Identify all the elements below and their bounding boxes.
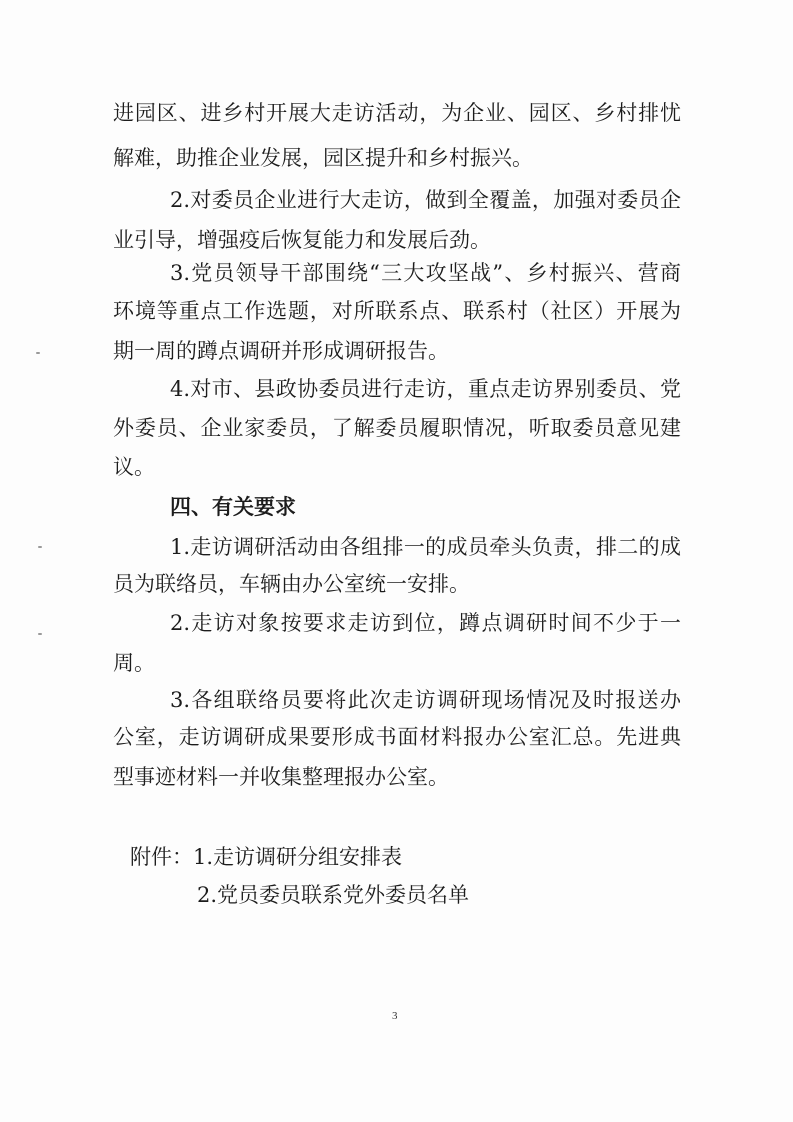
paragraph-4-line-3: 议。 [113, 455, 155, 479]
paragraph-2-line-1: 2.对委员企业进行大走访，做到全覆盖，加强对委员企 [170, 188, 681, 212]
paragraph-4-line-2: 外委员、企业家委员，了解委员履职情况，听取委员意见建 [113, 416, 681, 440]
scan-speck [38, 546, 42, 548]
paragraph-2-line-2: 业引导，增强疫后恢复能力和发展后劲。 [113, 228, 491, 252]
attachment-item-2: 2.党员委员联系党外委员名单 [197, 883, 470, 907]
paragraph-3-line-1: 3.党员领导干部围绕“三大攻坚战”、乡村振兴、营商 [170, 261, 681, 285]
requirement-3-line-1: 3.各组联络员要将此次走访调研现场情况及时报送办 [170, 688, 681, 712]
requirement-2-line-2: 周。 [113, 651, 155, 675]
requirement-3-line-2: 公室，走访调研成果要形成书面材料报办公室汇总。先进典 [113, 725, 681, 749]
paragraph-4-line-1: 4.对市、县政协委员进行走访，重点走访界别委员、党 [170, 377, 681, 401]
scan-speck [36, 352, 40, 354]
requirement-1-line-1: 1.走访调研活动由各组排一的成员牵头负责，排二的成 [170, 535, 681, 559]
section-heading: 四、有关要求 [170, 495, 296, 519]
paragraph-1-line-1: 进园区、进乡村开展大走访活动，为企业、园区、乡村排忧 [113, 101, 681, 125]
requirement-2-line-1: 2.走访对象按要求走访到位，蹲点调研时间不少于一 [170, 611, 681, 635]
requirement-3-line-3: 型事迹材料一并收集整理报办公室。 [113, 765, 449, 789]
scan-speck [38, 633, 42, 635]
page-number: 3 [392, 1010, 398, 1022]
paragraph-3-line-3: 期一周的蹲点调研并形成调研报告。 [113, 339, 449, 363]
attachment-label-item-1: 附件：1.走访调研分组安排表 [130, 845, 403, 869]
requirement-1-line-2: 员为联络员，车辆由办公室统一安排。 [113, 572, 470, 596]
paragraph-3-line-2: 环境等重点工作选题，对所联系点、联系村（社区）开展为 [113, 299, 681, 323]
paragraph-1-line-2: 解难，助推企业发展，园区提升和乡村振兴。 [113, 146, 533, 170]
